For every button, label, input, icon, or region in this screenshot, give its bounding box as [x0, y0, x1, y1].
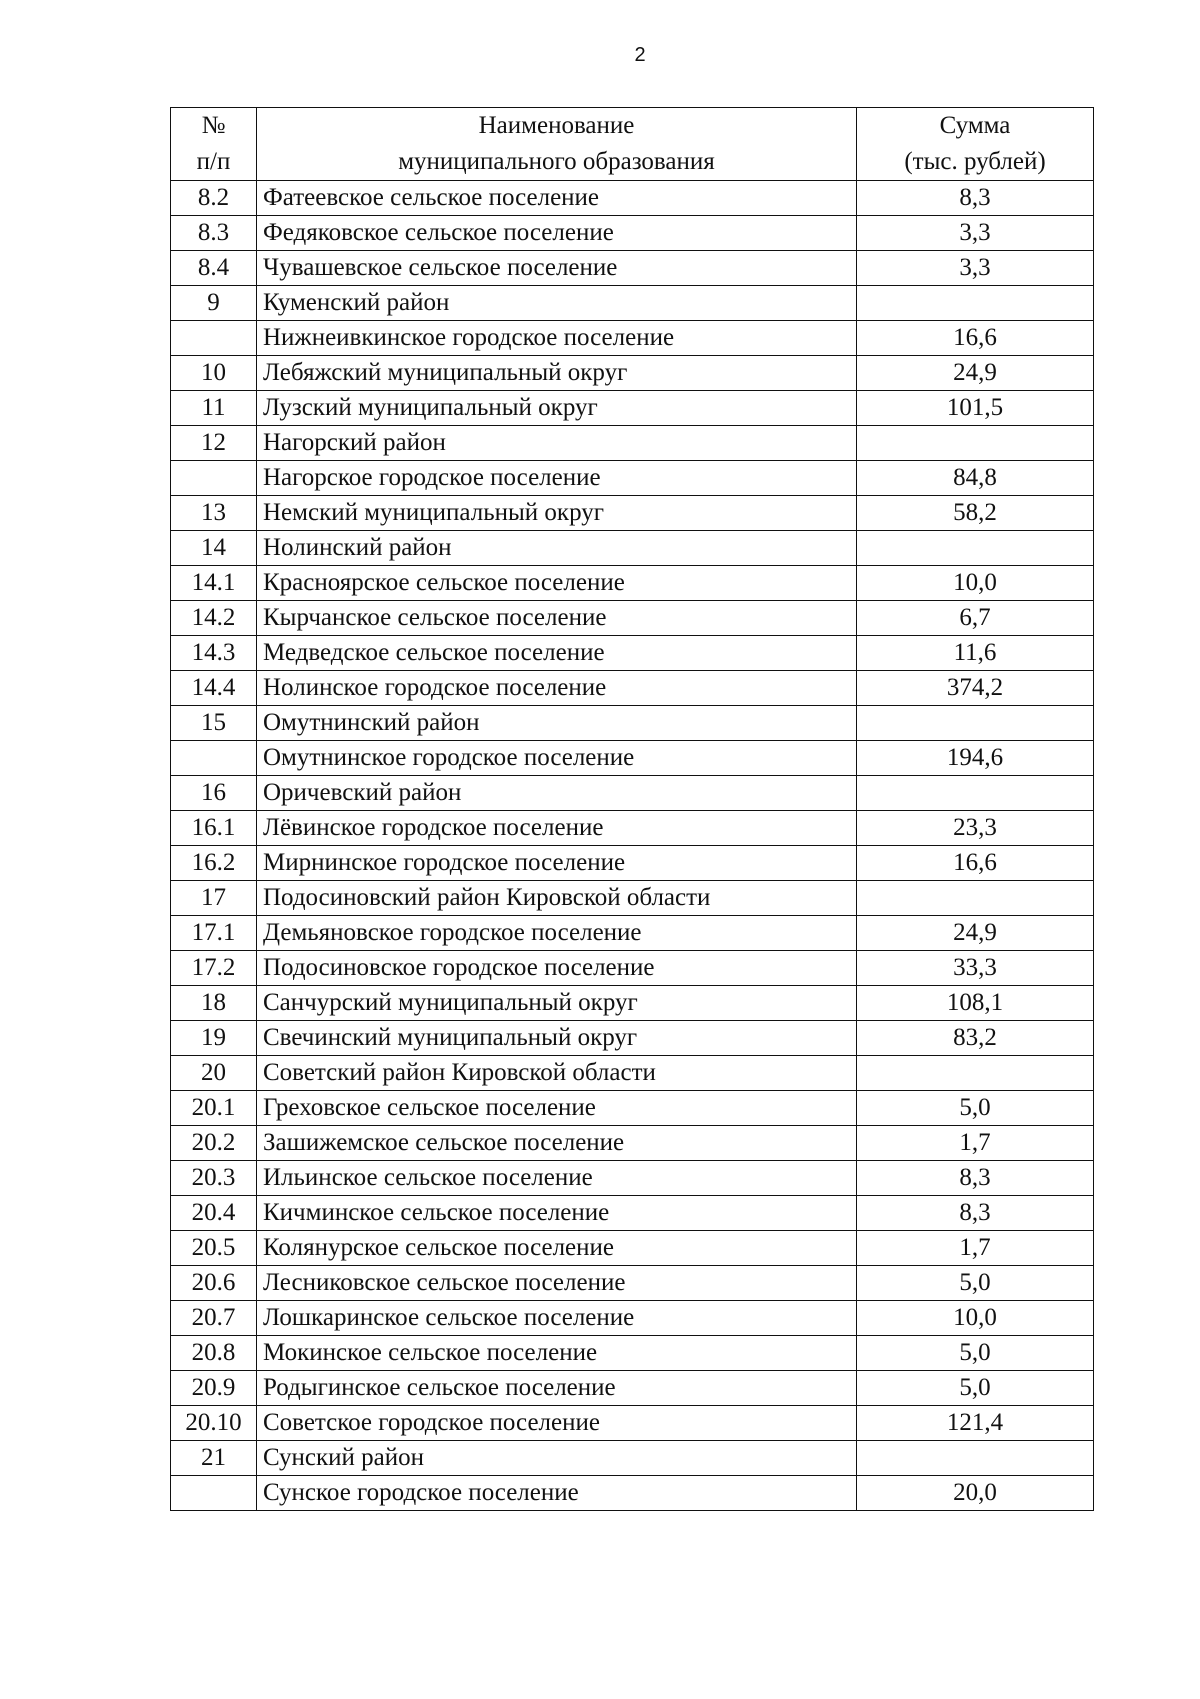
row-number-cell: 18 — [171, 986, 257, 1021]
sum-cell — [857, 286, 1094, 321]
municipality-name-cell: Лошкаринское сельское поселение — [257, 1301, 857, 1336]
sum-cell — [857, 531, 1094, 566]
municipality-name-cell: Кичминское сельское поселение — [257, 1196, 857, 1231]
table-row — [171, 846, 1094, 881]
municipality-name-cell: Куменский район — [257, 286, 857, 321]
table-row — [171, 356, 1094, 391]
sum-cell — [857, 706, 1094, 741]
municipality-name-cell: Сунское городское поселение — [257, 1476, 857, 1511]
municipality-name-cell: Оричевский район — [257, 776, 857, 811]
sum-cell: 84,8 — [857, 461, 1094, 496]
table-row — [171, 1091, 1094, 1126]
municipality-name-cell: Подосиновское городское поселение — [257, 951, 857, 986]
table-row — [171, 216, 1094, 251]
municipality-name-cell: Немский муниципальный округ — [257, 496, 857, 531]
row-number-cell: 20.3 — [171, 1161, 257, 1196]
table-row — [171, 461, 1094, 496]
row-number-cell: 15 — [171, 706, 257, 741]
municipality-name-cell: Демьяновское городское поселение — [257, 916, 857, 951]
sum-cell — [857, 426, 1094, 461]
header-name-column — [257, 108, 857, 181]
table-row — [171, 776, 1094, 811]
table-row — [171, 1406, 1094, 1441]
header-name-label: Наименование — [478, 112, 635, 139]
sum-cell: 20,0 — [857, 1476, 1094, 1511]
municipality-name-cell: Омутнинский район — [257, 706, 857, 741]
sum-cell: 1,7 — [857, 1231, 1094, 1266]
row-number-cell: 9 — [171, 286, 257, 321]
sum-cell — [857, 1441, 1094, 1476]
sum-cell: 33,3 — [857, 951, 1094, 986]
municipality-name-cell: Нагорский район — [257, 426, 857, 461]
table-row — [171, 951, 1094, 986]
municipality-name-cell: Лёвинское городское поселение — [257, 811, 857, 846]
sum-cell: 101,5 — [857, 391, 1094, 426]
table-row — [171, 1371, 1094, 1406]
municipality-name-cell: Федяковское сельское поселение — [257, 216, 857, 251]
table-row — [171, 1021, 1094, 1056]
municipality-name-cell: Ильинское сельское поселение — [257, 1161, 857, 1196]
municipality-name-cell: Фатеевское сельское поселение — [257, 181, 857, 216]
sum-cell: 121,4 — [857, 1406, 1094, 1441]
header-number-sublabel: п/п — [196, 148, 231, 175]
table-row — [171, 181, 1094, 216]
row-number-cell — [171, 1476, 257, 1511]
row-number-cell: 14.2 — [171, 601, 257, 636]
table-row — [171, 496, 1094, 531]
row-number-cell — [171, 461, 257, 496]
row-number-cell: 20.5 — [171, 1231, 257, 1266]
sum-cell: 8,3 — [857, 181, 1094, 216]
sum-cell: 3,3 — [857, 216, 1094, 251]
sum-cell: 374,2 — [857, 671, 1094, 706]
row-number-cell: 8.2 — [171, 181, 257, 216]
municipality-name-cell: Родыгинское сельское поселение — [257, 1371, 857, 1406]
row-number-cell: 20.7 — [171, 1301, 257, 1336]
row-number-cell: 17.2 — [171, 951, 257, 986]
table-row — [171, 916, 1094, 951]
row-number-cell: 17.1 — [171, 916, 257, 951]
row-number-cell: 20.10 — [171, 1406, 257, 1441]
municipality-name-cell: Нижнеивкинское городское поселение — [257, 321, 857, 356]
municipality-name-cell: Лебяжский муниципальный округ — [257, 356, 857, 391]
row-number-cell: 16.2 — [171, 846, 257, 881]
table-header — [171, 108, 1094, 181]
row-number-cell: 14.3 — [171, 636, 257, 671]
row-number-cell: 20.8 — [171, 1336, 257, 1371]
sum-cell: 5,0 — [857, 1266, 1094, 1301]
municipality-name-cell: Колянурское сельское поселение — [257, 1231, 857, 1266]
sum-cell — [857, 881, 1094, 916]
sum-cell: 1,7 — [857, 1126, 1094, 1161]
municipality-name-cell: Нолинский район — [257, 531, 857, 566]
table-row — [171, 601, 1094, 636]
table-row — [171, 1231, 1094, 1266]
sum-cell: 16,6 — [857, 321, 1094, 356]
sum-cell — [857, 1056, 1094, 1091]
sum-cell: 58,2 — [857, 496, 1094, 531]
table-row — [171, 671, 1094, 706]
row-number-cell: 12 — [171, 426, 257, 461]
sum-cell: 6,7 — [857, 601, 1094, 636]
table-row — [171, 741, 1094, 776]
table-row — [171, 251, 1094, 286]
header-row — [171, 108, 1094, 181]
table-row — [171, 1476, 1094, 1511]
municipality-name-cell: Мокинское сельское поселение — [257, 1336, 857, 1371]
row-number-cell: 8.4 — [171, 251, 257, 286]
sum-cell — [857, 776, 1094, 811]
table-row — [171, 1301, 1094, 1336]
table-row — [171, 566, 1094, 601]
row-number-cell — [171, 741, 257, 776]
sum-cell: 10,0 — [857, 566, 1094, 601]
sum-cell: 5,0 — [857, 1336, 1094, 1371]
sum-cell: 8,3 — [857, 1196, 1094, 1231]
row-number-cell: 11 — [171, 391, 257, 426]
table-row — [171, 881, 1094, 916]
row-number-cell: 20.4 — [171, 1196, 257, 1231]
sum-cell: 5,0 — [857, 1371, 1094, 1406]
table-row — [171, 1126, 1094, 1161]
sum-cell: 24,9 — [857, 356, 1094, 391]
municipality-name-cell: Омутнинское городское поселение — [257, 741, 857, 776]
municipality-name-cell: Медведское сельское поселение — [257, 636, 857, 671]
municipality-name-cell: Санчурский муниципальный округ — [257, 986, 857, 1021]
table-row — [171, 531, 1094, 566]
header-sum-sublabel: (тыс. рублей) — [904, 148, 1046, 175]
municipality-name-cell: Греховское сельское поселение — [257, 1091, 857, 1126]
table-row — [171, 426, 1094, 461]
municipality-name-cell: Чувашевское сельское поселение — [257, 251, 857, 286]
table-row — [171, 286, 1094, 321]
allocation-table — [170, 107, 1094, 1511]
municipality-name-cell: Лузский муниципальный округ — [257, 391, 857, 426]
sum-cell: 5,0 — [857, 1091, 1094, 1126]
header-sum-column — [857, 108, 1094, 181]
table-row — [171, 321, 1094, 356]
page-number: 2 — [634, 44, 646, 66]
municipality-name-cell: Красноярское сельское поселение — [257, 566, 857, 601]
row-number-cell: 20.2 — [171, 1126, 257, 1161]
table-row — [171, 391, 1094, 426]
table-row — [171, 706, 1094, 741]
municipality-name-cell: Лесниковское сельское поселение — [257, 1266, 857, 1301]
header-name-sublabel: муниципального образования — [398, 148, 715, 175]
row-number-cell: 14.1 — [171, 566, 257, 601]
table-row — [171, 1441, 1094, 1476]
municipality-name-cell: Советское городское поселение — [257, 1406, 857, 1441]
table-row — [171, 1161, 1094, 1196]
municipality-name-cell: Свечинский муниципальный округ — [257, 1021, 857, 1056]
municipality-name-cell: Нагорское городское поселение — [257, 461, 857, 496]
row-number-cell: 10 — [171, 356, 257, 391]
table-row — [171, 1266, 1094, 1301]
municipality-name-cell: Сунский район — [257, 1441, 857, 1476]
row-number-cell: 8.3 — [171, 216, 257, 251]
row-number-cell: 16 — [171, 776, 257, 811]
row-number-cell: 14.4 — [171, 671, 257, 706]
municipality-name-cell: Подосиновский район Кировской области — [257, 881, 857, 916]
sum-cell: 10,0 — [857, 1301, 1094, 1336]
table-row — [171, 811, 1094, 846]
row-number-cell — [171, 321, 257, 356]
table-row — [171, 1336, 1094, 1371]
table-row — [171, 1056, 1094, 1091]
header-sum-label: Сумма — [939, 112, 1011, 139]
sum-cell: 83,2 — [857, 1021, 1094, 1056]
row-number-cell: 20 — [171, 1056, 257, 1091]
sum-cell: 23,3 — [857, 811, 1094, 846]
sum-cell: 194,6 — [857, 741, 1094, 776]
row-number-cell: 21 — [171, 1441, 257, 1476]
table-body — [171, 181, 1094, 1511]
row-number-cell: 20.9 — [171, 1371, 257, 1406]
municipality-name-cell: Нолинское городское поселение — [257, 671, 857, 706]
table-row — [171, 636, 1094, 671]
row-number-cell: 13 — [171, 496, 257, 531]
table-row — [171, 1196, 1094, 1231]
row-number-cell: 20.6 — [171, 1266, 257, 1301]
sum-cell: 16,6 — [857, 846, 1094, 881]
row-number-cell: 14 — [171, 531, 257, 566]
header-number-label: № — [201, 112, 226, 139]
row-number-cell: 17 — [171, 881, 257, 916]
municipality-name-cell: Кырчанское сельское поселение — [257, 601, 857, 636]
sum-cell: 24,9 — [857, 916, 1094, 951]
row-number-cell: 16.1 — [171, 811, 257, 846]
row-number-cell: 19 — [171, 1021, 257, 1056]
header-number-column — [171, 108, 257, 181]
sum-cell: 108,1 — [857, 986, 1094, 1021]
sum-cell: 8,3 — [857, 1161, 1094, 1196]
sum-cell: 11,6 — [857, 636, 1094, 671]
municipality-name-cell: Зашижемское сельское поселение — [257, 1126, 857, 1161]
municipality-name-cell: Мирнинское городское поселение — [257, 846, 857, 881]
row-number-cell: 20.1 — [171, 1091, 257, 1126]
sum-cell: 3,3 — [857, 251, 1094, 286]
municipality-name-cell: Советский район Кировской области — [257, 1056, 857, 1091]
table-row — [171, 986, 1094, 1021]
